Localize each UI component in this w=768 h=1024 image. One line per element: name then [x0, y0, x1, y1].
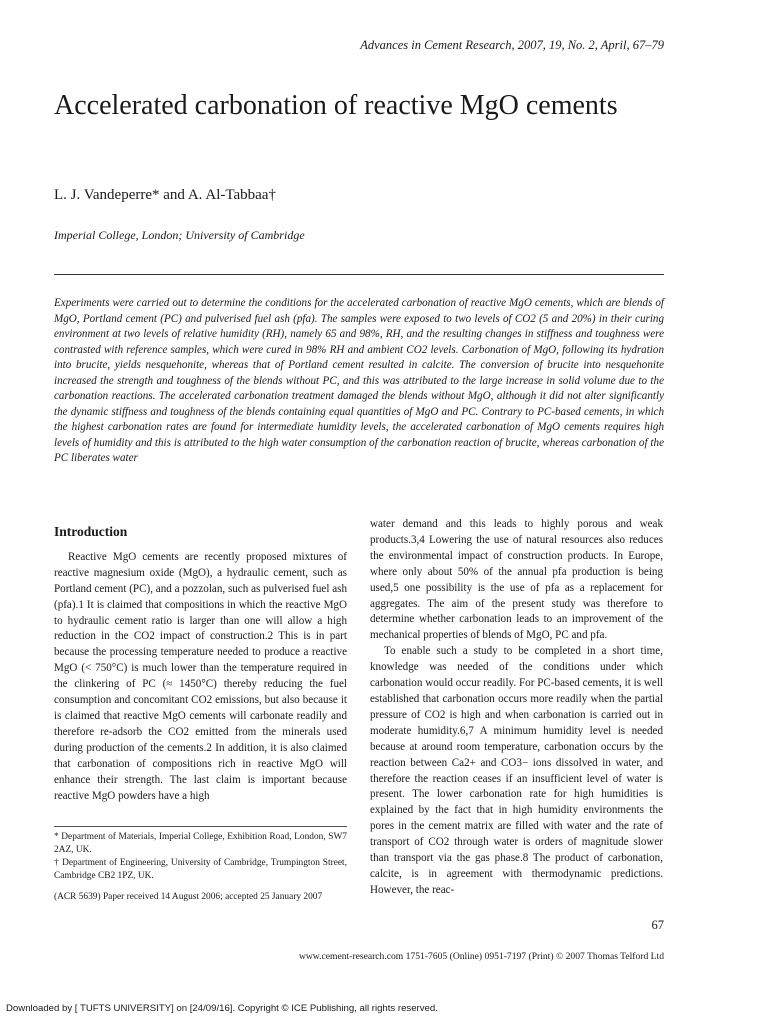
journal-footer: www.cement-research.com 1751-7605 (Online) 0951-7197 (Print) © 2007 Thomas Telford Ltd	[298, 951, 664, 962]
left-column	[54, 520, 347, 804]
abstract: Experiments were carried out to determine the conditions for the accelerated carbonation of reactive MgO cements, which are blends of MgO, Portland cement (PC) and pulverised fuel ash (pfa). The samples were exposed to two levels of CO2 (5 and 20%) in their curing environment at two levels of relative humidity (RH), namely 65 and 98%, RH, and the resulting changes in stiffness and toughness were contrasted with reference samples, which were cured in 98% RH and ambient CO2 levels. Carbonation of MgO, following its hydration into brucite, yields nesquehonite, whereas that of Portland cement resulted in calcite. The conversion of brucite into nesquehonite increased the strength and toughness of the blends without PC, and this was attributed to the large increase in solid volume due to the carbonation reactions. The accelerated carbonation treatment damaged the blends without MgO, although it did not alter significantly the dynamic stiffness and toughness of the blends containing equal quantities of MgO and PC. Contrary to PC-based cements, in which the highest carbonation rates are found for intermediate humidity levels, the accelerated carbonation of MgO cements requires high levels of humidity and this is attributed to the high water consumption of the carbonation reaction of brucite, whereas carbonation of the PC liberates water	[54, 297, 664, 464]
footnote-affiliation-2: † Department of Engineering, University of Cambridge, Trumpington Street, Cambridge CB2 1PZ, UK.	[54, 858, 347, 881]
footnotes	[54, 826, 347, 904]
footnote-affiliation-1: * Department of Materials, Imperial College, Exhibition Road, London, SW7 2AZ, UK.	[54, 832, 347, 855]
header-divider	[54, 274, 664, 275]
body-paragraph: Reactive MgO cements are recently proposed mixtures of reactive magnesium oxide (MgO), a hydraulic cement, such as Portland cement (PC), and a pozzolan, such as pulverised fuel ash (pfa).1 It is claimed that compositions in which the reactive MgO to hydraulic cement ratio is larger than one will allow a high reduction in the CO2 impact of construction.2 This is in part because the processing temperature needed to produce a reactive MgO (< 750°C) is much lower than the temperature required in the clinkering of PC (≈ 1450°C) thereby reducing the fuel consumption and concomitant CO2 emissions, but also because it is claimed that reactive MgO cements will carbonate readily and therefore re-adsorb the CO2 emitted from the minerals used during production of the cements.2 In addition, it is also claimed that carbonation of compositions rich in reactive MgO will enhance their strength. The last claim is important because reactive MgO powders have a high	[54, 550, 347, 802]
received-note: (ACR 5639) Paper received 14 August 2006; accepted 25 January 2007	[54, 892, 323, 902]
right-column	[370, 517, 663, 899]
affiliations: Imperial College, London; University of Cambridge	[54, 228, 305, 242]
body-paragraph: water demand and this leads to highly porous and weak products.3,4 Lowering the use of natural resources also reduces the environmental impact of construction products. In Europe, where only about 50% of the annual pfa production is being used,5 one possibility is the use of pfa as a replacement for aggregates. The aim of the present study was therefore to determine whether carbonation leads to an improvement of the mechanical properties of blends of MgO, PC and pfa.	[370, 518, 663, 642]
section-heading: Introduction	[54, 524, 128, 539]
footnote-divider	[54, 826, 347, 827]
article-title: Accelerated carbonation of reactive MgO cements	[54, 90, 618, 121]
journal-reference: Advances in Cement Research, 2007, 19, No. 2, April, 67–79	[360, 38, 664, 52]
author-list: L. J. Vandeperre* and A. Al-Tabbaa†	[54, 187, 276, 203]
download-notice: Downloaded by [ TUFTS UNIVERSITY] on [24/09/16]. Copyright © ICE Publishing, all rights reserved.	[6, 1003, 438, 1014]
page-number: 67	[651, 918, 664, 932]
body-paragraph: To enable such a study to be completed in a short time, knowledge was needed of the conditions under which carbonation would occur readily. For PC-based cements, it is well established that carbonation occurs more readily when the partial pressure of CO2 is high and when carbonation is carried out in moderate humidity.6,7 A minimum humidity level is needed because at around room temperature, carbonation occurs by the reaction between Ca2+ and CO3− ions dissolved in water, and therefore the reaction ceases if an insufficient level of water is present. The lower carbonation rate for high humidities is explained by the fact that in high humidity environments the pores in the cement matrix are filled with water and the rate of transport of CO2 through water is orders of magnitude slower than transport via the gas phase.8 The product of carbonation, calcite, is in agreement with thermodynamic predictions. However, the reac-	[370, 645, 663, 896]
